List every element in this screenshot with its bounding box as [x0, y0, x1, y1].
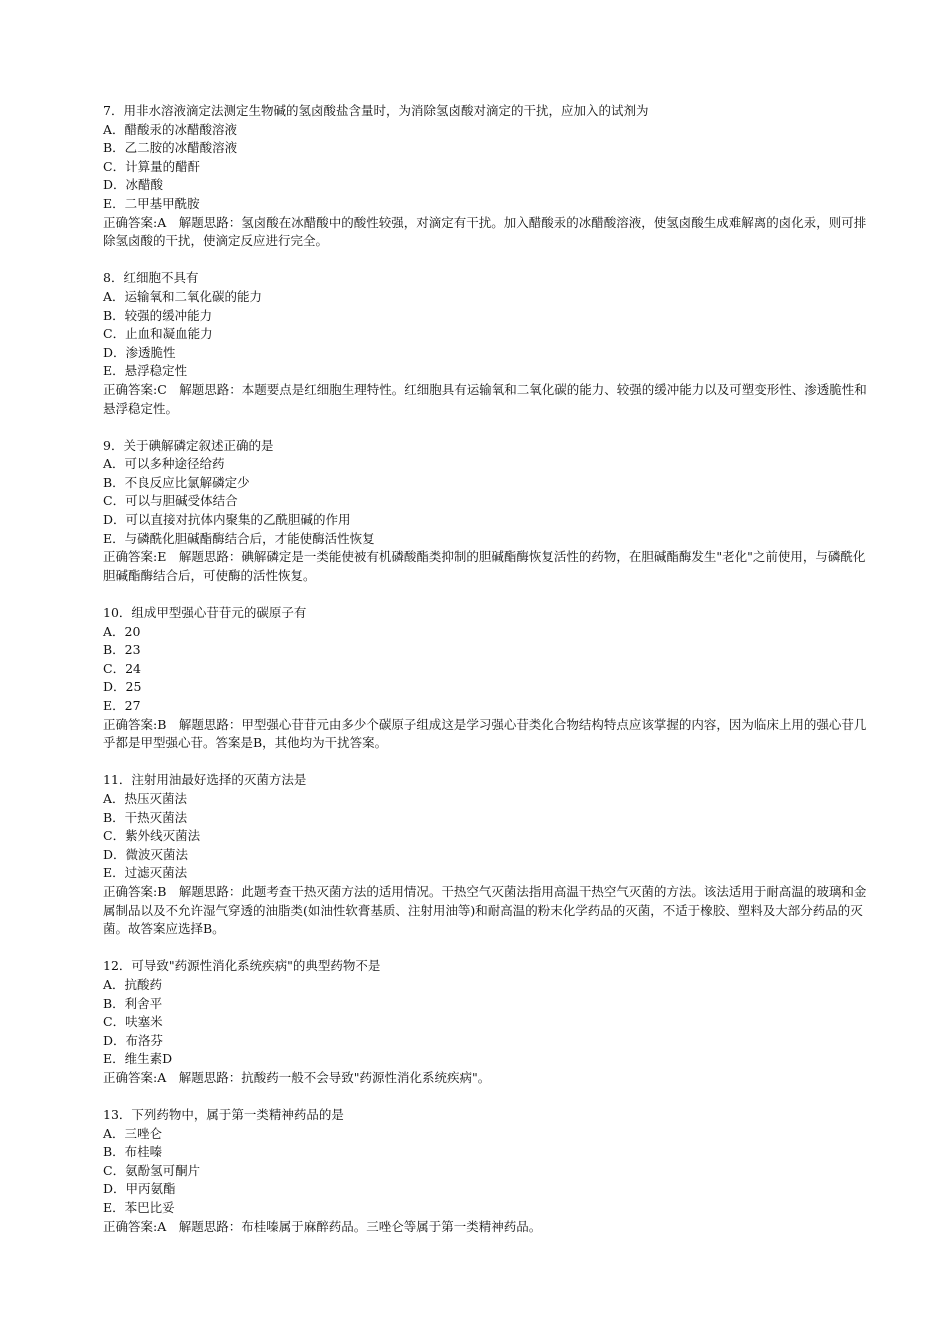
answer-explanation: 正确答案:A 解题思路：布桂嗪属于麻醉药品。三唑仑等属于第一类精神药品。	[103, 1218, 542, 1234]
option-d: D．25	[103, 679, 142, 695]
option-d: D．可以直接对抗体内聚集的乙酰胆碱的作用	[103, 512, 351, 528]
question-stem: 12．可导致"药源性消化系统疾病"的典型药物不是	[103, 958, 381, 974]
option-b: B．干热灭菌法	[103, 809, 188, 825]
question-stem: 8．红细胞不具有	[103, 270, 199, 286]
option-c: C．止血和凝血能力	[103, 326, 213, 342]
option-c: C．可以与胆碱受体结合	[103, 493, 238, 509]
answer-explanation: 正确答案:B 解题思路：甲型强心苷苷元由多少个碳原子组成这是学习强心苷类化合物结构特点应该掌握的内容，因为临床上用的强心苷几乎都是甲型强心苷。答案是B，其他均为干扰答案。	[103, 716, 867, 751]
option-d: D．渗透脆性	[103, 344, 176, 360]
question-8	[103, 269, 873, 418]
answer-explanation: 正确答案:E 解题思路：碘解磷定是一类能使被有机磷酸酯类抑制的胆碱酯酶恢复活性的药物，在胆碱酯酶发生"老化"之前使用，与磷酰化胆碱酯酶结合后，可使酶的活性恢复。	[103, 549, 866, 583]
option-b: B．乙二胺的冰醋酸溶液	[103, 140, 238, 156]
option-b: B．利舍平	[103, 995, 163, 1011]
question-11	[103, 771, 873, 938]
option-a: A．20	[103, 623, 141, 639]
question-13	[103, 1106, 873, 1236]
option-a: A．可以多种途径给药	[103, 456, 225, 472]
question-7	[103, 102, 873, 251]
option-a: A．运输氧和二氧化碳的能力	[103, 288, 263, 304]
option-e: E．苯巴比妥	[103, 1200, 175, 1216]
option-e: E．悬浮稳定性	[103, 363, 188, 379]
option-d: D．冰醋酸	[103, 177, 164, 193]
question-stem: 11．注射用油最好选择的灭菌方法是	[103, 772, 307, 788]
document-page	[103, 102, 873, 1255]
option-b: B．布桂嗪	[103, 1144, 163, 1160]
option-c: C．紫外线灭菌法	[103, 828, 201, 844]
question-9	[103, 437, 873, 586]
option-e: E．过滤灭菌法	[103, 865, 188, 881]
option-a: A．醋酸汞的冰醋酸溶液	[103, 121, 238, 137]
option-c: C．呋塞米	[103, 1014, 163, 1030]
question-10	[103, 604, 873, 753]
question-stem: 10．组成甲型强心苷苷元的碳原子有	[103, 605, 307, 621]
answer-explanation: 正确答案:A 解题思路：抗酸药一般不会导致"药源性消化系统疾病"。	[103, 1069, 491, 1085]
option-c: C．氨酚氢可酮片	[103, 1162, 201, 1178]
option-b: B．23	[103, 642, 141, 658]
answer-explanation: 正确答案:B 解题思路：此题考查干热灭菌方法的适用情况。干热空气灭菌法指用高温干热空气灭菌的方法。该法适用于耐高温的玻璃和金属制品以及不允许湿气穿透的油脂类(如油性软膏基质、注射用油等)和耐高温的粉末化学药品的灭菌，不适于橡胶、塑料及大部分药品的灭菌。故答案应选择B。	[103, 883, 867, 937]
option-c: C．24	[103, 660, 141, 676]
option-c: C．计算量的醋酐	[103, 158, 201, 174]
option-b: B．较强的缓冲能力	[103, 307, 213, 323]
option-d: D．微波灭菌法	[103, 846, 189, 862]
option-a: A．抗酸药	[103, 976, 163, 992]
question-12	[103, 957, 873, 1087]
option-e: E．27	[103, 698, 141, 713]
option-b: B．不良反应比氯解磷定少	[103, 474, 250, 490]
option-a: A．三唑仑	[103, 1125, 163, 1141]
question-stem: 13．下列药物中，属于第一类精神药品的是	[103, 1107, 344, 1123]
question-stem: 9．关于碘解磷定叙述正确的是	[103, 437, 274, 453]
option-e: E．二甲基甲酰胺	[103, 195, 200, 211]
answer-explanation: 正确答案:A 解题思路：氢卤酸在冰醋酸中的酸性较强，对滴定有干扰。加入醋酸汞的冰醋酸溶液，使氢卤酸生成难解离的卤化汞，则可排除氢卤酸的干扰，使滴定反应进行完全。	[103, 214, 867, 249]
option-d: D．甲丙氨酯	[103, 1181, 176, 1197]
answer-explanation: 正确答案:C 解题思路：本题要点是红细胞生理特性。红细胞具有运输氧和二氧化碳的能力、较强的缓冲能力以及可塑变形性、渗透脆性和悬浮稳定性。	[103, 381, 867, 416]
option-a: A．热压灭菌法	[103, 790, 188, 806]
option-d: D．布洛芬	[103, 1032, 164, 1048]
option-e: E．维生素D	[103, 1051, 173, 1067]
option-e: E．与磷酰化胆碱酯酶结合后，才能使酶活性恢复	[103, 530, 375, 546]
question-stem: 7．用非水溶液滴定法测定生物碱的氢卤酸盐含量时，为消除氢卤酸对滴定的干扰，应加入的试剂为	[103, 103, 649, 118]
